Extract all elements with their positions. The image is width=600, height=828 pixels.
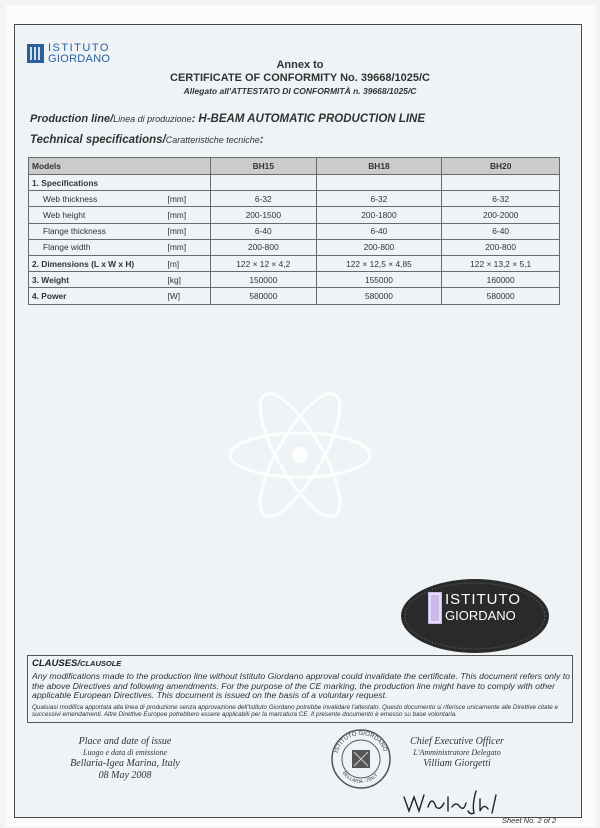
- row-value: 200-1800: [316, 207, 442, 223]
- row-unit: [mm]: [165, 191, 211, 207]
- ceo-name: Villiam Giorgetti: [423, 758, 491, 769]
- header-model: BH15: [211, 158, 317, 175]
- ceo-title-italian: L'Amministratore Delegato: [413, 748, 501, 757]
- row-value: 150000: [211, 272, 317, 288]
- stamp-text-top: ISTITUTO GIORDANO: [333, 730, 388, 754]
- clauses-title-en: CLAUSES/: [32, 658, 81, 669]
- row-unit: [165, 175, 211, 191]
- header-unit: [165, 158, 211, 175]
- row-label: Flange width: [29, 239, 165, 255]
- row-label: 1. Specifications: [29, 175, 165, 191]
- header-label: Models: [29, 158, 165, 175]
- certificate-title: CERTIFICATE OF CONFORMITY No. 39668/1025/C: [170, 72, 430, 84]
- row-value: 6-32: [211, 191, 317, 207]
- header-model: BH18: [316, 158, 442, 175]
- clauses-title: [32, 658, 121, 669]
- row-value: 122 × 12,5 × 4,85: [316, 255, 442, 271]
- table-header-row: [29, 158, 560, 175]
- logo-text-line1: ISTITUTO: [48, 42, 110, 54]
- row-label: Flange thickness: [29, 223, 165, 239]
- row-value: 122 × 13,2 × 5,1: [442, 255, 560, 271]
- certificate-title-italian: Allegato all'ATTESTATO DI CONFORMITÀ n. 39668/1025/C: [183, 86, 417, 96]
- row-value: [211, 175, 317, 191]
- place-date-title: Place and date of issue: [78, 736, 172, 747]
- clauses-text-english: Any modifications made to the production line without Istituto Giordano approval could invalidate the certificate. This document refers only to the above Directives and following amendments. For the purpose of the CE marking, the production line might have to comply with other applicable European Directives. This document is issued on the basis of a voluntary request.: [32, 671, 570, 701]
- ceo-block: [382, 736, 532, 770]
- row-unit: [kg]: [165, 272, 211, 288]
- row-label: 2. Dimensions (L x W x H): [29, 255, 165, 271]
- place-of-issue: Bellaria-Igea Marina, Italy: [70, 758, 180, 769]
- table-row: [29, 239, 560, 255]
- table-row: [29, 272, 560, 288]
- row-value: 6-32: [442, 191, 560, 207]
- row-unit: [m]: [165, 255, 211, 271]
- tech-specs-label-italian: Caratteristiche tecniche: [165, 135, 260, 145]
- date-of-issue: 08 May 2008: [98, 770, 152, 781]
- production-line-value: H-BEAM AUTOMATIC PRODUCTION LINE: [198, 113, 426, 125]
- table-row: [29, 191, 560, 207]
- logo-text-line2: GIORDANO: [48, 53, 111, 65]
- ceo-title: Chief Executive Officer: [410, 736, 504, 747]
- istituto-giordano-hologram-seal: [400, 578, 550, 654]
- table-row: [29, 288, 560, 304]
- row-value: 6-32: [316, 191, 442, 207]
- annex-heading: Annex to: [276, 59, 324, 71]
- row-label: 3. Weight: [29, 272, 165, 288]
- ceo-signature: [400, 785, 520, 817]
- row-value: 200-2000: [442, 207, 560, 223]
- stamp-text-bottom: BELLARIA - ITALY: [340, 770, 380, 786]
- row-value: 6-40: [316, 223, 442, 239]
- row-value: 6-40: [211, 223, 317, 239]
- clauses-title-it: CLAUSOLE: [80, 659, 122, 668]
- row-value: 200-800: [442, 239, 560, 255]
- clauses-box: [27, 655, 573, 723]
- row-unit: [mm]: [165, 223, 211, 239]
- row-value: 580000: [316, 288, 442, 304]
- seal-text-line1: ISTITUTO: [445, 591, 522, 608]
- row-value: 160000: [442, 272, 560, 288]
- tech-specs-colon: :: [259, 134, 264, 146]
- row-unit: [W]: [165, 288, 211, 304]
- row-value: [316, 175, 442, 191]
- production-line: [30, 113, 425, 125]
- technical-specifications-heading: [30, 134, 264, 146]
- row-value: 200-800: [211, 239, 317, 255]
- seal-text-line2: GIORDANO: [445, 608, 516, 623]
- table-row: [29, 255, 560, 271]
- sheet-number: Sheet No. 2 of 2: [502, 816, 557, 825]
- table-row: [29, 175, 560, 191]
- table-row: [29, 223, 560, 239]
- place-date-block: [50, 736, 200, 782]
- row-value: 200-800: [316, 239, 442, 255]
- row-value: 580000: [211, 288, 317, 304]
- row-value: 200-1500: [211, 207, 317, 223]
- production-line-label-italian: Linea di produzione: [113, 114, 192, 124]
- row-value: 580000: [442, 288, 560, 304]
- row-unit: [mm]: [165, 207, 211, 223]
- atom-watermark-icon: [220, 385, 380, 525]
- row-label: Web height: [29, 207, 165, 223]
- tech-specs-label: Technical specifications/: [30, 134, 166, 146]
- table-row: [29, 207, 560, 223]
- production-line-label: Production line/: [30, 113, 114, 125]
- row-label: Web thickness: [29, 191, 165, 207]
- row-value: 155000: [316, 272, 442, 288]
- row-value: [442, 175, 560, 191]
- row-label: 4. Power: [29, 288, 165, 304]
- row-value: 122 × 12 × 4,2: [211, 255, 317, 271]
- specifications-table: [28, 157, 560, 305]
- clauses-text-italian: Qualsiasi modifica apportata alla linea di produzione senza approvazione dell'Istituto Giordano potrebbe invalidare l'attestato. Questo documento si riferisce unicamente alle Direttive citate e successivi emendamenti. Altre Direttive Europee potrebbero essere applicabili per la marcatura CE. Il presente documento è emesso su base volontaria.: [32, 704, 559, 719]
- production-line-colon: :: [191, 113, 199, 125]
- row-value: 6-40: [442, 223, 560, 239]
- row-unit: [mm]: [165, 239, 211, 255]
- header-model: BH20: [442, 158, 560, 175]
- place-date-title-italian: Luogo e data di emissione: [83, 748, 167, 757]
